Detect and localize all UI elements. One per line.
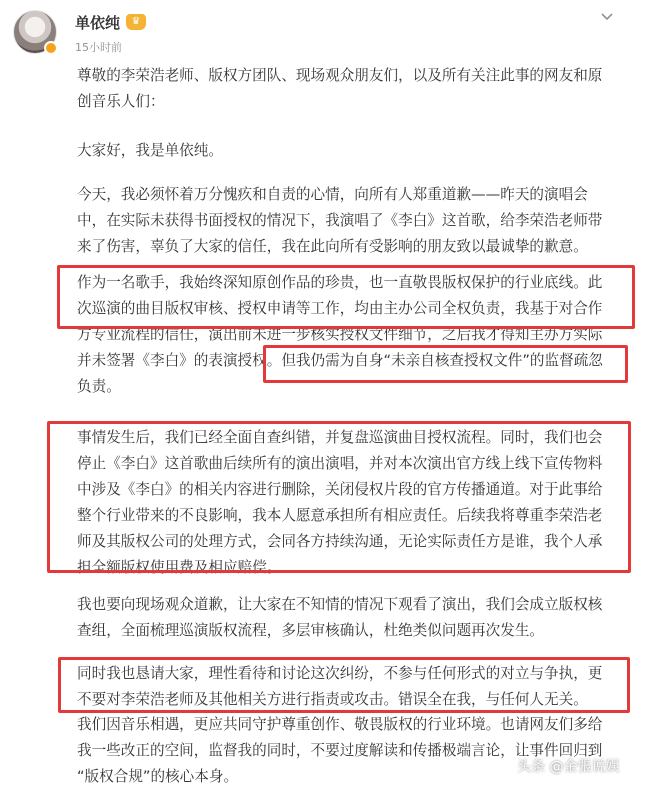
post-paragraph-audience: 我也要向现场观众道歉，让大家在不知情的情况下观看了演出，我们会成立版权核 查组，全面梳理巡演版权流程，多层审核确认，杜绝类似问题再次发生。 xyxy=(77,596,603,639)
post-paragraph-closing: 我们因音乐相遇，更应共同守护尊重创作、敬畏版权的行业环境。也请网友们多给 我一些改正的空间，监督我的同时，不要过度解读和传播极端言论，让事件回归到 “版权合规”的核心本身。 xyxy=(77,716,603,785)
username[interactable]: 单依纯 xyxy=(75,14,121,32)
post-paragraph-greeting: 尊敬的李荣浩老师、版权方团队、现场观众朋友们，以及所有关注此事的网友和原 创音乐人们： xyxy=(77,67,603,110)
highlight-box-2 xyxy=(263,345,628,383)
post-paragraph-intro: 大家好，我是单依纯。 xyxy=(77,142,223,159)
watermark-text: 头条 @金張说娱 xyxy=(517,759,620,775)
post-paragraph-apology: 今天，我必须怀着万分愧疚和自责的心情，向所有人郑重道歉——昨天的演唱会 中，在实际未获得书面授权的情况下，我演唱了《李白》这首歌，给李荣浩老师带 来了伤害，辜负了大家的信任，我在此向所有受影响的朋友致以最诚挚的歉意。 xyxy=(77,186,603,255)
post-paragraph-actions: 事情发生后，我们已经全面自查纠错，并复盘巡演曲目授权流程。同时，我们也会 停止《李白》这首歌曲后续所有的演出演唱，并对本次演出官方线上线下宣传物料 中涉及《李白》的相关内容进行删除，关闭侵权片段的官方传播通道。对于此事给 整个行业带来的不良影响，我本人愿意承担所有相应责任。后续我将尊重李荣浩老 师及其版权公司的处理方式，会同各方持续沟通，无论实际责任方是谁，我个人承 担全额版权使用费及相应赔偿。 xyxy=(77,429,603,576)
chevron-down-icon[interactable] xyxy=(597,8,617,28)
highlight-box-3 xyxy=(47,421,631,573)
post-paragraph-request: 同时我也恳请大家，理性看待和讨论这次纠纷，不参与任何形式的对立与争执，更 不要对李荣浩老师及其他相关方进行指责或攻击。错误全在我，与任何人无关。 xyxy=(77,665,603,708)
highlight-box-1 xyxy=(57,265,635,329)
highlight-box-4 xyxy=(58,657,630,713)
vip-crown-icon[interactable]: ♛ xyxy=(126,14,146,30)
verified-badge-icon xyxy=(44,41,58,55)
post-paragraph-responsibility: 作为一名歌手，我始终深知原创作品的珍贵，也一直敬畏版权保护的行业底线。此 次巡演的曲目版权审核、授权申请等工作，均由主办公司全权负责，我基于对合作 方专业流程的信任，演出前未进一步核实授权文件细节，之后我才得知主办方实际 并未签署《李白》的表演授权。但我仍需为自身“未亲自核查授权文件”的监督疏忽 负责。 xyxy=(77,274,603,395)
post-timestamp[interactable]: 15小时前 xyxy=(75,41,122,54)
